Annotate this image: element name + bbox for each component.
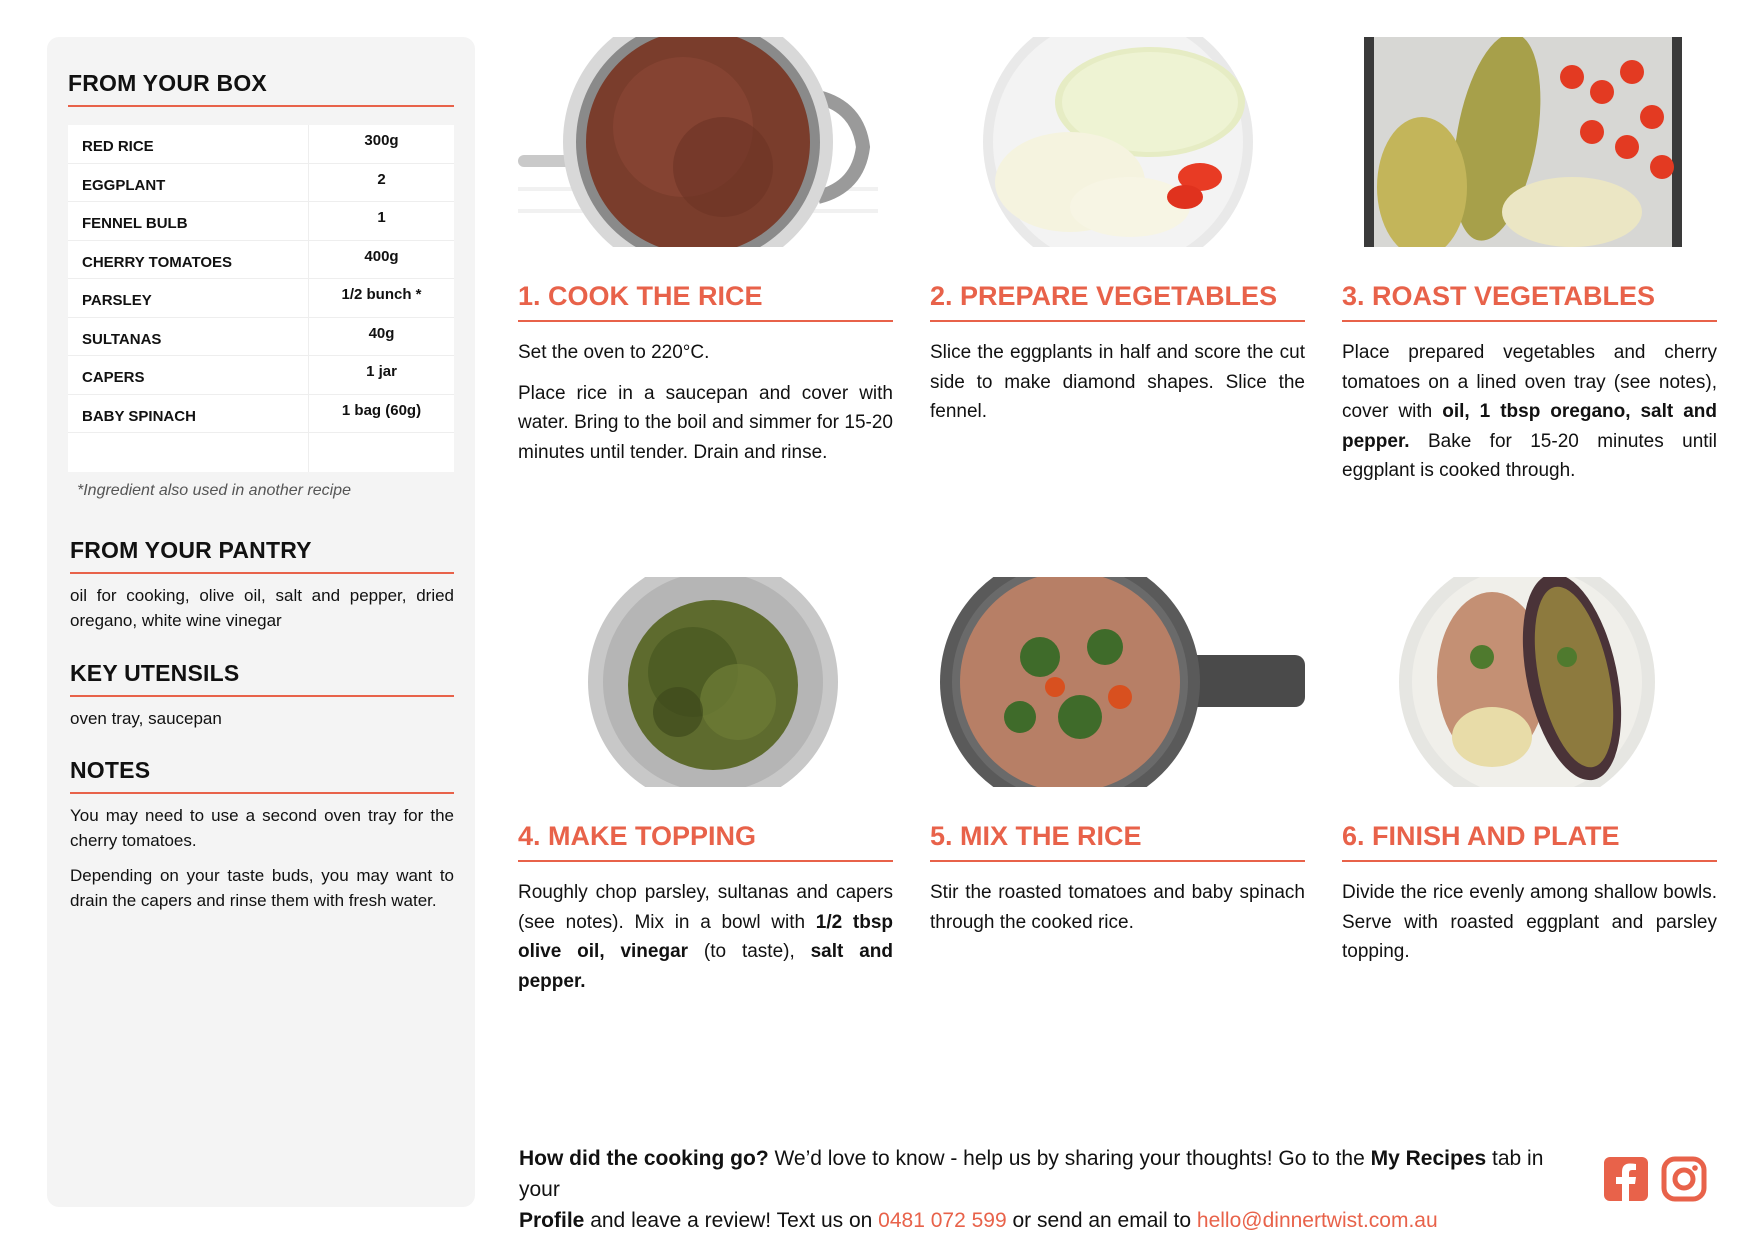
from-your-box-heading: FROM YOUR BOX — [68, 70, 454, 107]
step-text — [518, 338, 893, 467]
ingredient-name — [68, 433, 309, 472]
step-paragraph: Roughly chop parsley, sultanas and capers (see notes). Mix in a bowl with 1/2 tbsp olive oil, vinegar (to taste), salt and pepper. — [518, 882, 893, 992]
phone-link[interactable]: 0481 072 599 — [878, 1209, 1007, 1232]
step-5 — [930, 577, 1305, 948]
ingredient-qty: 1/2 bunch * — [341, 286, 422, 304]
step-paragraph: Slice the eggplants in half and score the cut side to make diamond shapes. Slice the fennel. — [930, 342, 1305, 422]
step-6 — [1342, 577, 1717, 978]
utensils-text: oven tray, saucepan — [70, 709, 222, 728]
table-row — [68, 164, 454, 203]
step-title: 1. COOK THE RICE — [518, 281, 893, 322]
step-title: 2. PREPARE VEGETABLES — [930, 281, 1305, 322]
table-row — [68, 433, 454, 472]
step-paragraph: Stir the roasted tomatoes and baby spinach through the cooked rice. — [930, 882, 1305, 933]
step-photo-sliced-vegetables — [930, 37, 1305, 247]
ingredient-qty: 400g — [364, 247, 399, 265]
table-row — [68, 356, 454, 395]
step-photo-rice-colander — [518, 37, 893, 247]
ingredients-sidebar — [47, 37, 475, 1207]
pantry-heading: FROM YOUR PANTRY — [70, 537, 454, 574]
note-item: Depending on your taste buds, you may want to drain the capers and rinse them with fresh water. — [70, 866, 454, 910]
pantry-text: oil for cooking, olive oil, salt and pepper, dried oregano, white wine vinegar — [70, 586, 454, 630]
step-paragraph: Set the oven to 220°C. — [518, 342, 710, 363]
ingredient-qty: 300g — [364, 132, 399, 150]
note-item: You may need to use a second oven tray for the cherry tomatoes. — [70, 806, 454, 850]
table-row — [68, 318, 454, 357]
step-title: 5. MIX THE RICE — [930, 821, 1305, 862]
utensils-heading: KEY UTENSILS — [70, 660, 454, 697]
step-photo-oven-tray — [1342, 37, 1717, 247]
ingredient-name: CAPERS — [68, 356, 309, 394]
step-title: 6. FINISH AND PLATE — [1342, 821, 1717, 862]
step-photo-rice-pan — [930, 577, 1305, 787]
ingredient-note: *Ingredient also used in another recipe — [77, 482, 351, 499]
step-photo-plated-dish — [1342, 577, 1717, 787]
email-link[interactable]: hello@dinnertwist.com.au — [1196, 1209, 1438, 1232]
step-paragraph: Place prepared vegetables and cherry tomatoes on a lined oven tray (see notes), cover with oil, 1 tbsp oregano, salt and pepper. Bake for 15-20 minutes until eggplant is cooked through. — [1342, 342, 1717, 481]
ingredient-qty: 1 — [377, 209, 386, 227]
review-footer: How did the cooking go? We’d love to know - help us by sharing your thoughts! Go to the My Recipes tab in your Profile and leave a review! Text us on 0481 072 599 or send an email to hello@dinnertwist.com.au — [519, 1147, 1544, 1232]
table-row — [68, 241, 454, 280]
step-title: 3. ROAST VEGETABLES — [1342, 281, 1717, 322]
ingredient-name: BABY SPINACH — [68, 395, 309, 433]
ingredient-name: PARSLEY — [68, 279, 309, 317]
step-paragraph: Place rice in a saucepan and cover with water. Bring to the boil and simmer for 15-20 minutes until tender. Drain and rinse. — [518, 382, 893, 463]
ingredient-name: RED RICE — [68, 125, 309, 163]
ingredient-qty: 40g — [368, 324, 395, 342]
footer-lead: How did the cooking go? — [519, 1147, 769, 1170]
step-text — [930, 338, 1305, 427]
ingredient-name: EGGPLANT — [68, 164, 309, 202]
step-4 — [518, 577, 893, 1007]
ingredient-qty: 1 bag (60g) — [341, 401, 422, 419]
table-row — [68, 202, 454, 241]
ingredient-name: FENNEL BULB — [68, 202, 309, 240]
ingredients-table — [68, 125, 454, 472]
step-paragraph: Divide the rice evenly among shallow bowls. Serve with roasted eggplant and parsley topping. — [1342, 882, 1717, 962]
table-row — [68, 395, 454, 434]
ingredient-qty: 1 jar — [366, 363, 397, 381]
step-photo-topping-bowl — [518, 577, 893, 787]
facebook-icon[interactable] — [1603, 1156, 1649, 1202]
table-row — [68, 125, 454, 164]
my-recipes-link[interactable]: My Recipes — [1370, 1147, 1487, 1170]
ingredient-qty: 2 — [377, 170, 386, 188]
notes-heading: NOTES — [70, 757, 454, 794]
profile-link[interactable]: Profile — [519, 1209, 585, 1232]
table-row — [68, 279, 454, 318]
step-title: 4. MAKE TOPPING — [518, 821, 893, 862]
step-1 — [518, 37, 893, 478]
notes-text — [70, 803, 454, 923]
step-text — [1342, 338, 1717, 486]
instagram-icon[interactable] — [1661, 1156, 1707, 1202]
step-text — [518, 878, 893, 996]
step-text — [1342, 878, 1717, 967]
step-3 — [1342, 37, 1717, 497]
step-text — [930, 878, 1305, 937]
ingredient-qty — [309, 433, 454, 472]
ingredient-name: CHERRY TOMATOES — [68, 241, 309, 279]
step-2 — [930, 37, 1305, 438]
ingredient-name: SULTANAS — [68, 318, 309, 356]
